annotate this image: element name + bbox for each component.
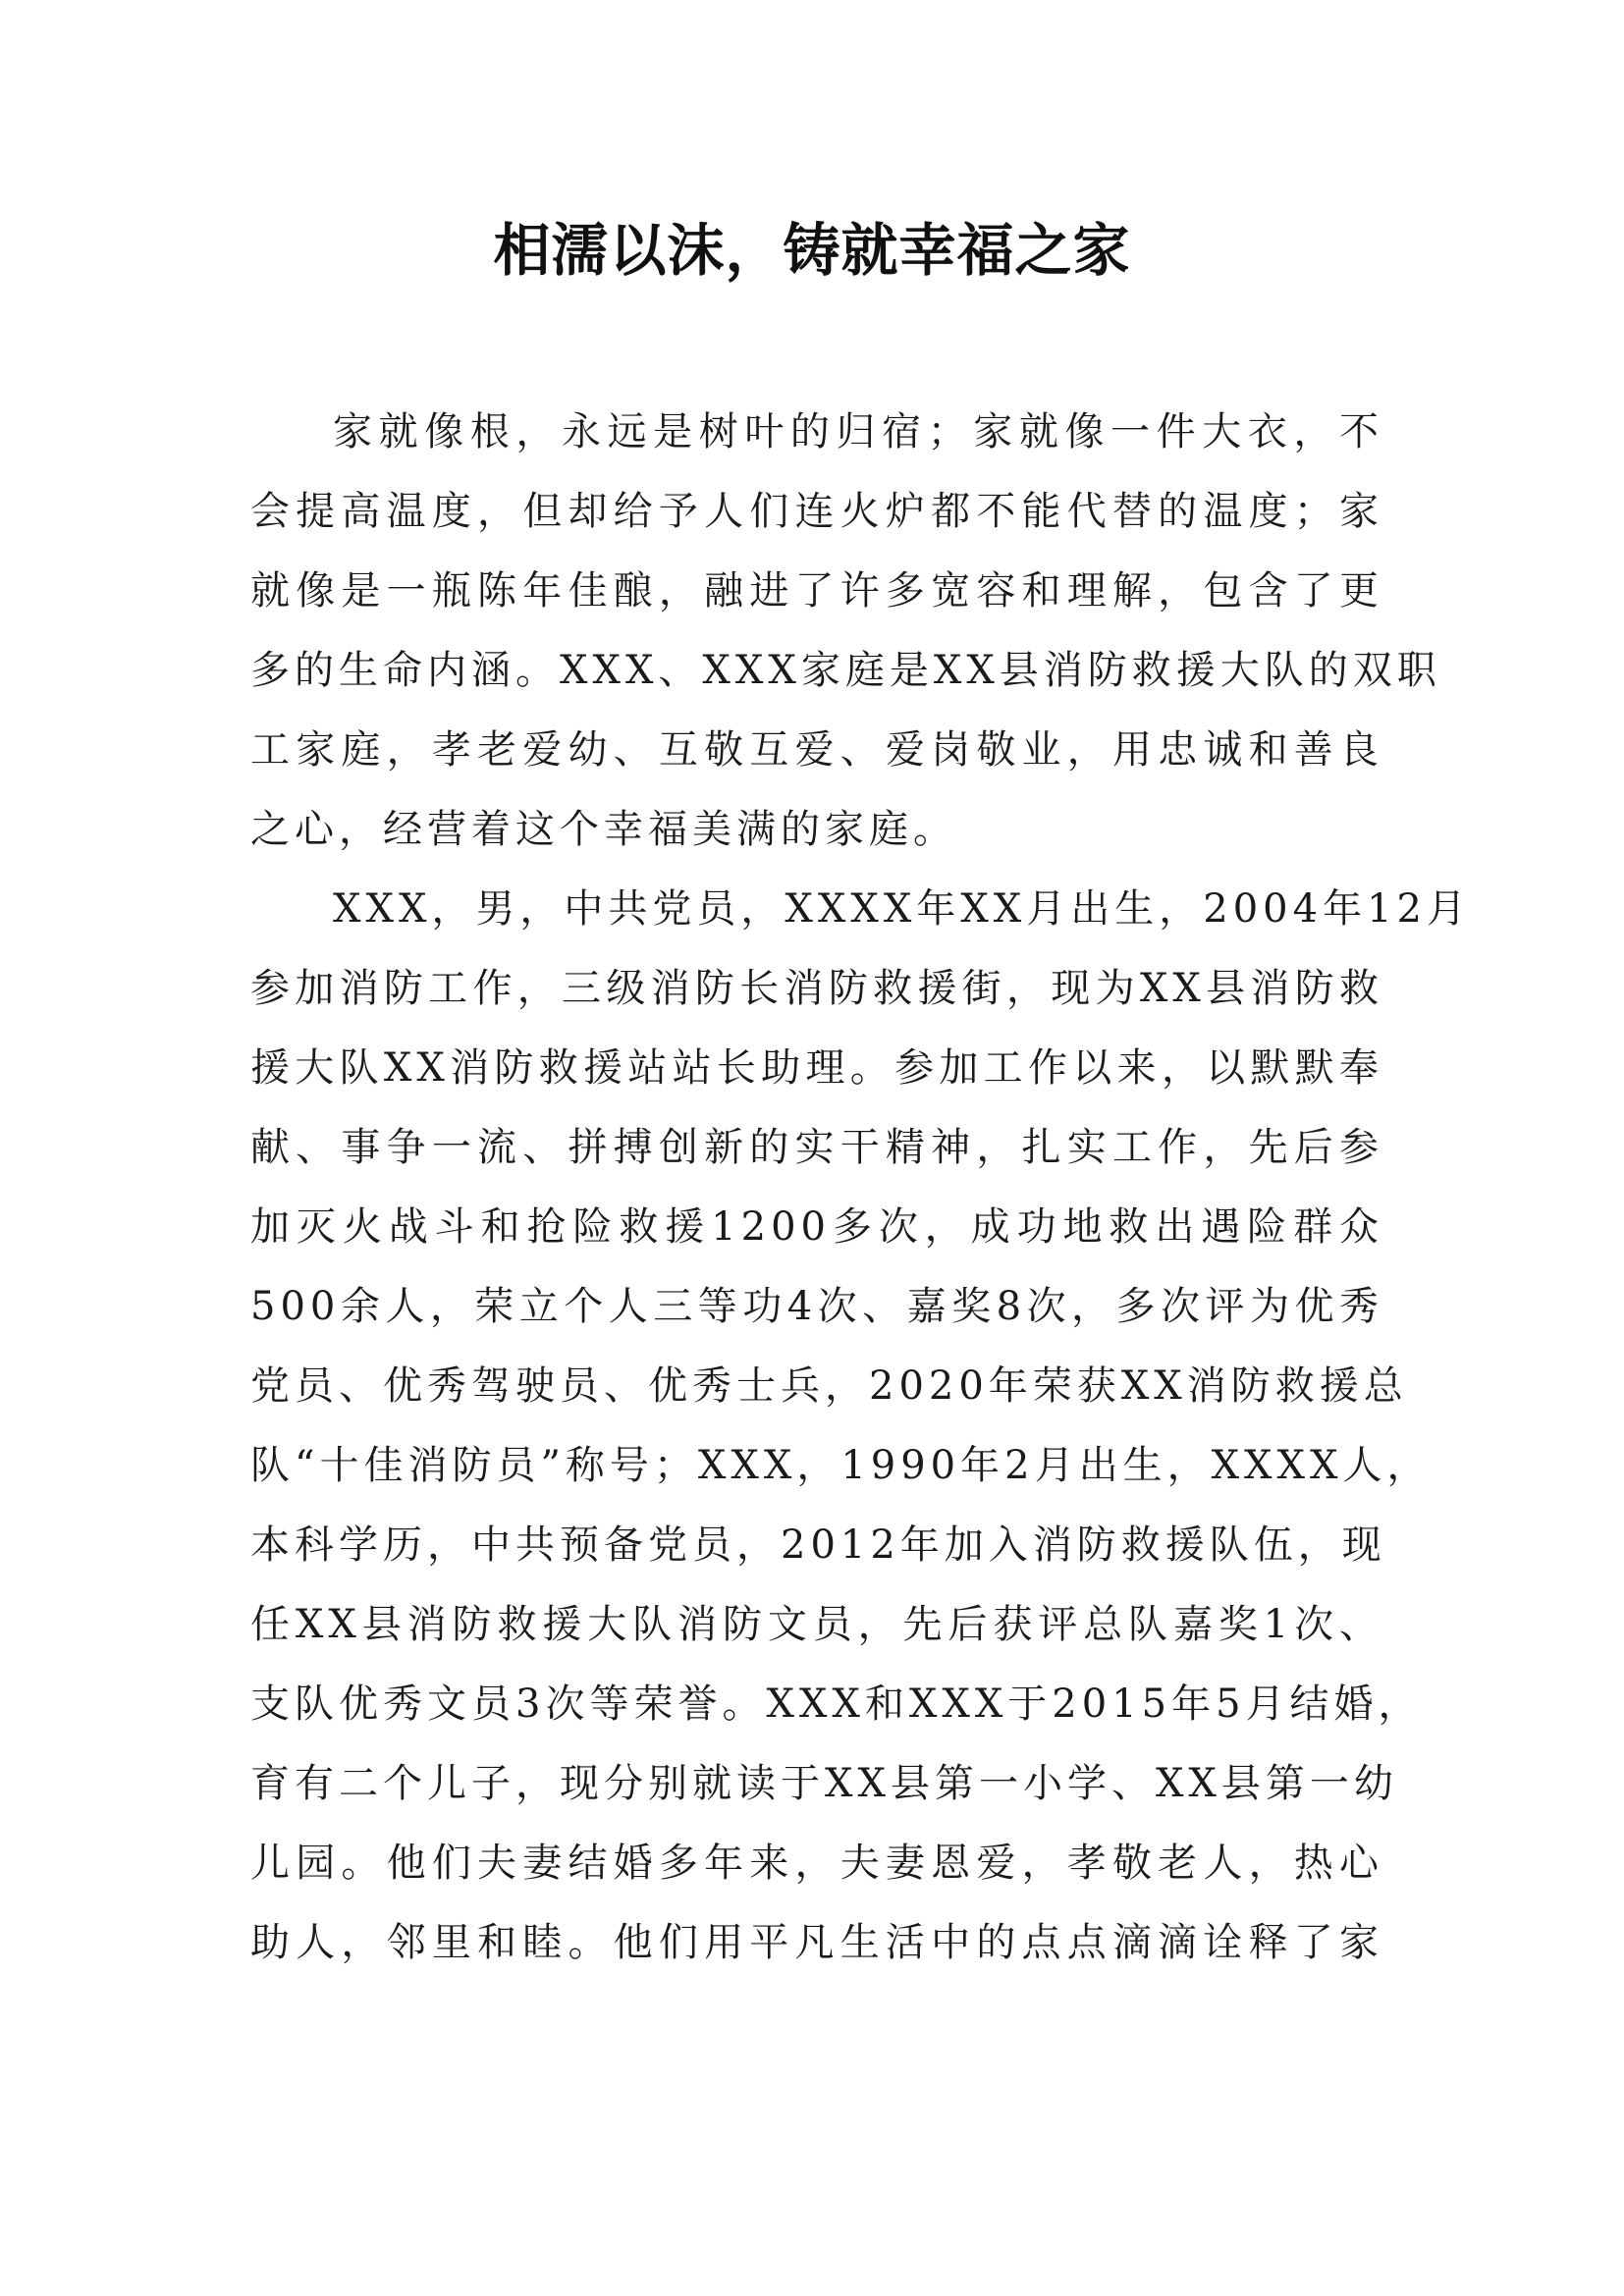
- text-line: 队“十佳消防员”称号；XXX，1990年2月出生，XXXX人，: [250, 1443, 1432, 1488]
- text-line: 任XX县消防救援大队消防文员，先后获评总队嘉奖1次、: [250, 1602, 1383, 1647]
- document-body: [250, 393, 1471, 1983]
- text-line: 500余人，荣立个人三等功4次、嘉奖8次，多次评为优秀: [250, 1284, 1383, 1329]
- text-line: 支队优秀文员3次等荣誉。XXX和XXX于2015年5月结婚，: [250, 1682, 1423, 1727]
- text-line: 就像是一瓶陈年佳酿，融进了许多宽容和理解，包含了更: [250, 568, 1383, 614]
- text-line: 育有二个儿子，现分别就读于XX县第一小学、XX县第一幼: [250, 1761, 1398, 1806]
- text-line: 之心，经营着这个幸福美满的家庭。: [250, 807, 957, 852]
- text-line: 本科学历，中共预备党员，2012年加入消防救援队伍，现: [250, 1522, 1386, 1568]
- text-line: 加灭火战斗和抢险救援1200多次，成功地救出遇险群众: [250, 1204, 1383, 1250]
- document-title: 相濡以沫，铸就幸福之家: [493, 217, 1131, 284]
- text-line: 献、事争一流、拼搏创新的实干精神，扎实工作，先后参: [250, 1125, 1383, 1170]
- text-line: 家就像根，永远是树叶的归宿；家就像一件大衣，不: [333, 409, 1383, 454]
- paragraph-2: [250, 870, 1471, 1983]
- text-line: 工家庭，孝老爱幼、互敬互爱、爱岗敬业，用忠诚和善良: [250, 727, 1383, 773]
- text-line: XXX，男，中共党员，XXXX年XX月出生，2004年12月: [333, 886, 1471, 932]
- text-line: 参加消防工作，三级消防长消防救援街，现为XX县消防救: [250, 966, 1383, 1011]
- paragraph-1: [250, 393, 1441, 870]
- text-line: 会提高温度，但却给予人们连火炉都不能代替的温度；家: [250, 489, 1383, 534]
- text-line: 多的生命内涵。XXX、XXX家庭是XX县消防救援大队的双职: [250, 648, 1441, 693]
- text-line: 援大队XX消防救援站站长助理。参加工作以来，以默默奉: [250, 1045, 1383, 1091]
- text-line: 儿园。他们夫妻结婚多年来，夫妻恩爱，孝敬老人，热心: [250, 1841, 1383, 1886]
- text-line: 助人，邻里和睦。他们用平凡生活中的点点滴滴诠释了家: [250, 1920, 1383, 1965]
- text-line: 党员、优秀驾驶员、优秀士兵，2020年荣获XX消防救援总: [250, 1363, 1408, 1409]
